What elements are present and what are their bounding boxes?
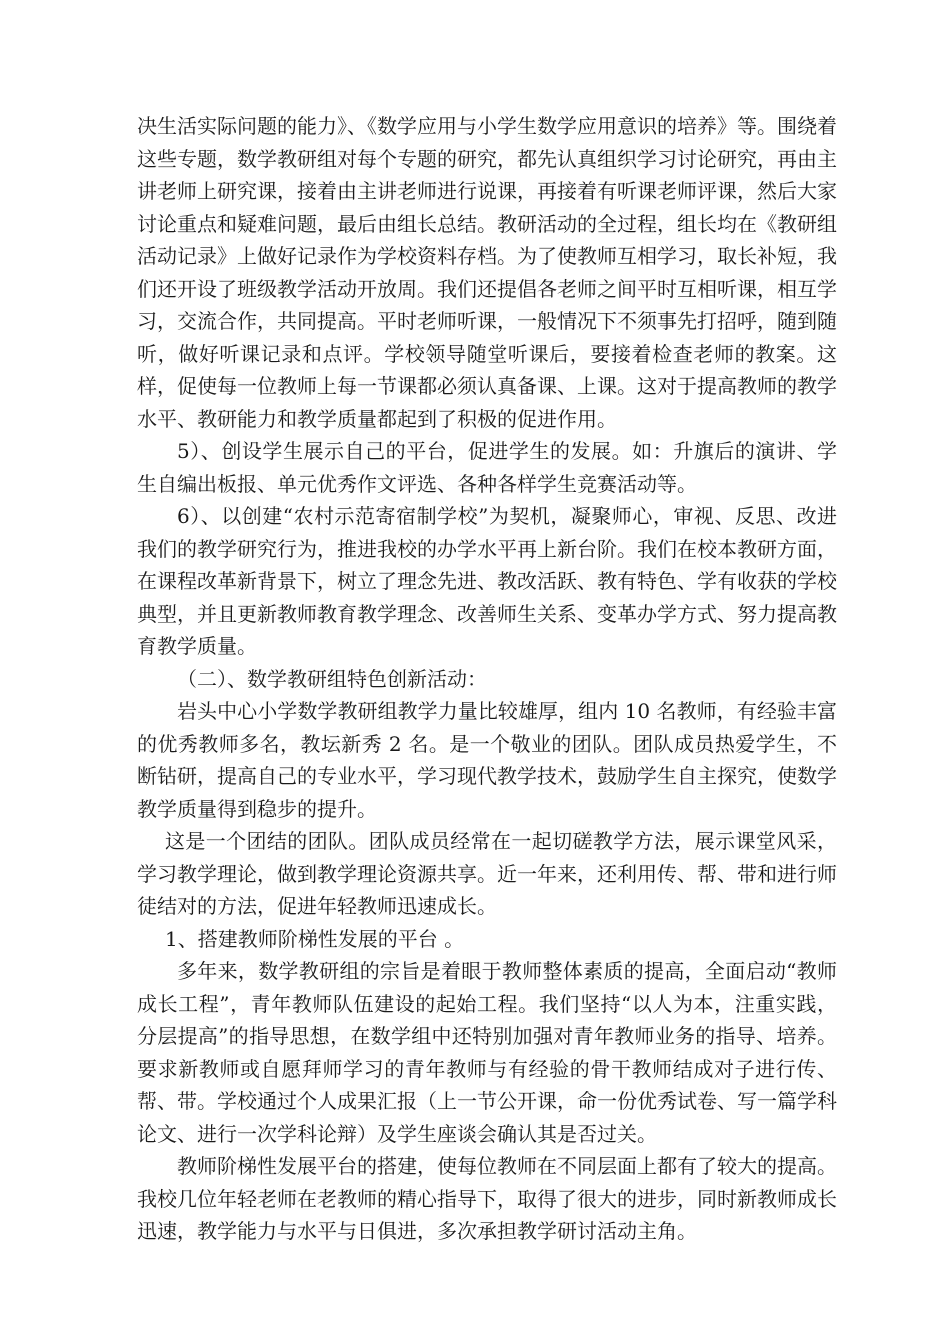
paragraph-item-5: 5）、创设学生展示自己的平台，促进学生的发展。如：升旗后的演讲、学生自编出板报、单元优秀作文评选、各种各样学生竞赛活动等。 bbox=[137, 439, 837, 496]
paragraph-research-topics: 决生活实际问题的能力》、《数学应用与小学生数学应用意识的培养》等。围绕着这些专题，数学教研组对每个专题的研究，都先认真组织学习讨论研究，再由主讲老师上研究课，接着由主讲老师进行说课，再接着有听课老师评课，然后大家讨论重点和疑难问题，最后由组长总结。教研活动的全过程，组长均在《教研组活动记录》上做好记录作为学校资料存档。为了使教师互相学习，取长补短，我们还开设了班级教学活动开放周。我们还提倡各老师之间平时互相听课，相互学习，交流合作，共同提高。平时老师听课，一般情况下不须事先打招呼，随到随听，做好听课记录和点评。学校领导随堂听课后，要接着检查老师的教案。这样，促使每一位教师上每一节课都必须认真备课、上课。这对于提高教师的教学水平、教研能力和教学质量都起到了积极的促进作用。 bbox=[137, 114, 837, 431]
paragraph-item-6: 6）、以创建“农村示范寄宿制学校”为契机，凝聚师心，审视、反思、改进我们的教学研究行为，推进我校的办学水平再上新台阶。我们在校本教研方面，在课程改革新背景下，树立了理念先进、教改活跃、教有特色、学有收获的学校典型，并且更新教师教育教学理念、改善师生关系、变革办学方式、努力提高教育教学质量。 bbox=[137, 504, 837, 658]
paragraph-team-strength: 岩头中心小学数学教研组教学力量比较雄厚，组内 10 名教师，有经验丰富的优秀教师多名，教坛新秀 2 名。是一个敬业的团队。团队成员热爱学生，不断钻研，提高自己的专业水平，学习现代教学技术，鼓励学生自主探究，使数学教学质量得到稳步的提升。 bbox=[137, 699, 837, 821]
paragraph-teacher-growth: 多年来，数学教研组的宗旨是着眼于教师整体素质的提高，全面启动“教师成长工程”，青年教师队伍建设的起始工程。我们坚持“以人为本，注重实践，分层提高”的指导思想，在数学组中还特别加强对青年教师业务的指导、培养。要求新教师或自愿拜师学习的青年教师与有经验的骨干教师结成对子进行传、帮、带。学校通过个人成果汇报（上一节公开课，命一份优秀试卷、写一篇学科论文、进行一次学科论辩）及学生座谈会确认其是否过关。 bbox=[137, 959, 837, 1146]
subheading-platform: 1、搭建教师阶梯性发展的平台 。 bbox=[165, 926, 465, 951]
document-body bbox=[137, 110, 837, 1248]
paragraph-team-unity: 这是一个团结的团队。团队成员经常在一起切磋教学方法，展示课堂风采，学习教学理论，做到教学理论资源共享。近一年来，还利用传、帮、带和进行师徒结对的方法，促进年轻教师迅速成长。 bbox=[137, 829, 837, 918]
paragraph-platform-result: 教师阶梯性发展平台的搭建，使每位教师在不同层面上都有了较大的提高。我校几位年轻老师在老教师的精心指导下，取得了很大的进步，同时新教师成长迅速，教学能力与水平与日俱进，多次承担教学研讨活动主角。 bbox=[137, 1154, 837, 1243]
section-heading-math-group: （二）、数学教研组特色创新活动： bbox=[177, 666, 487, 691]
